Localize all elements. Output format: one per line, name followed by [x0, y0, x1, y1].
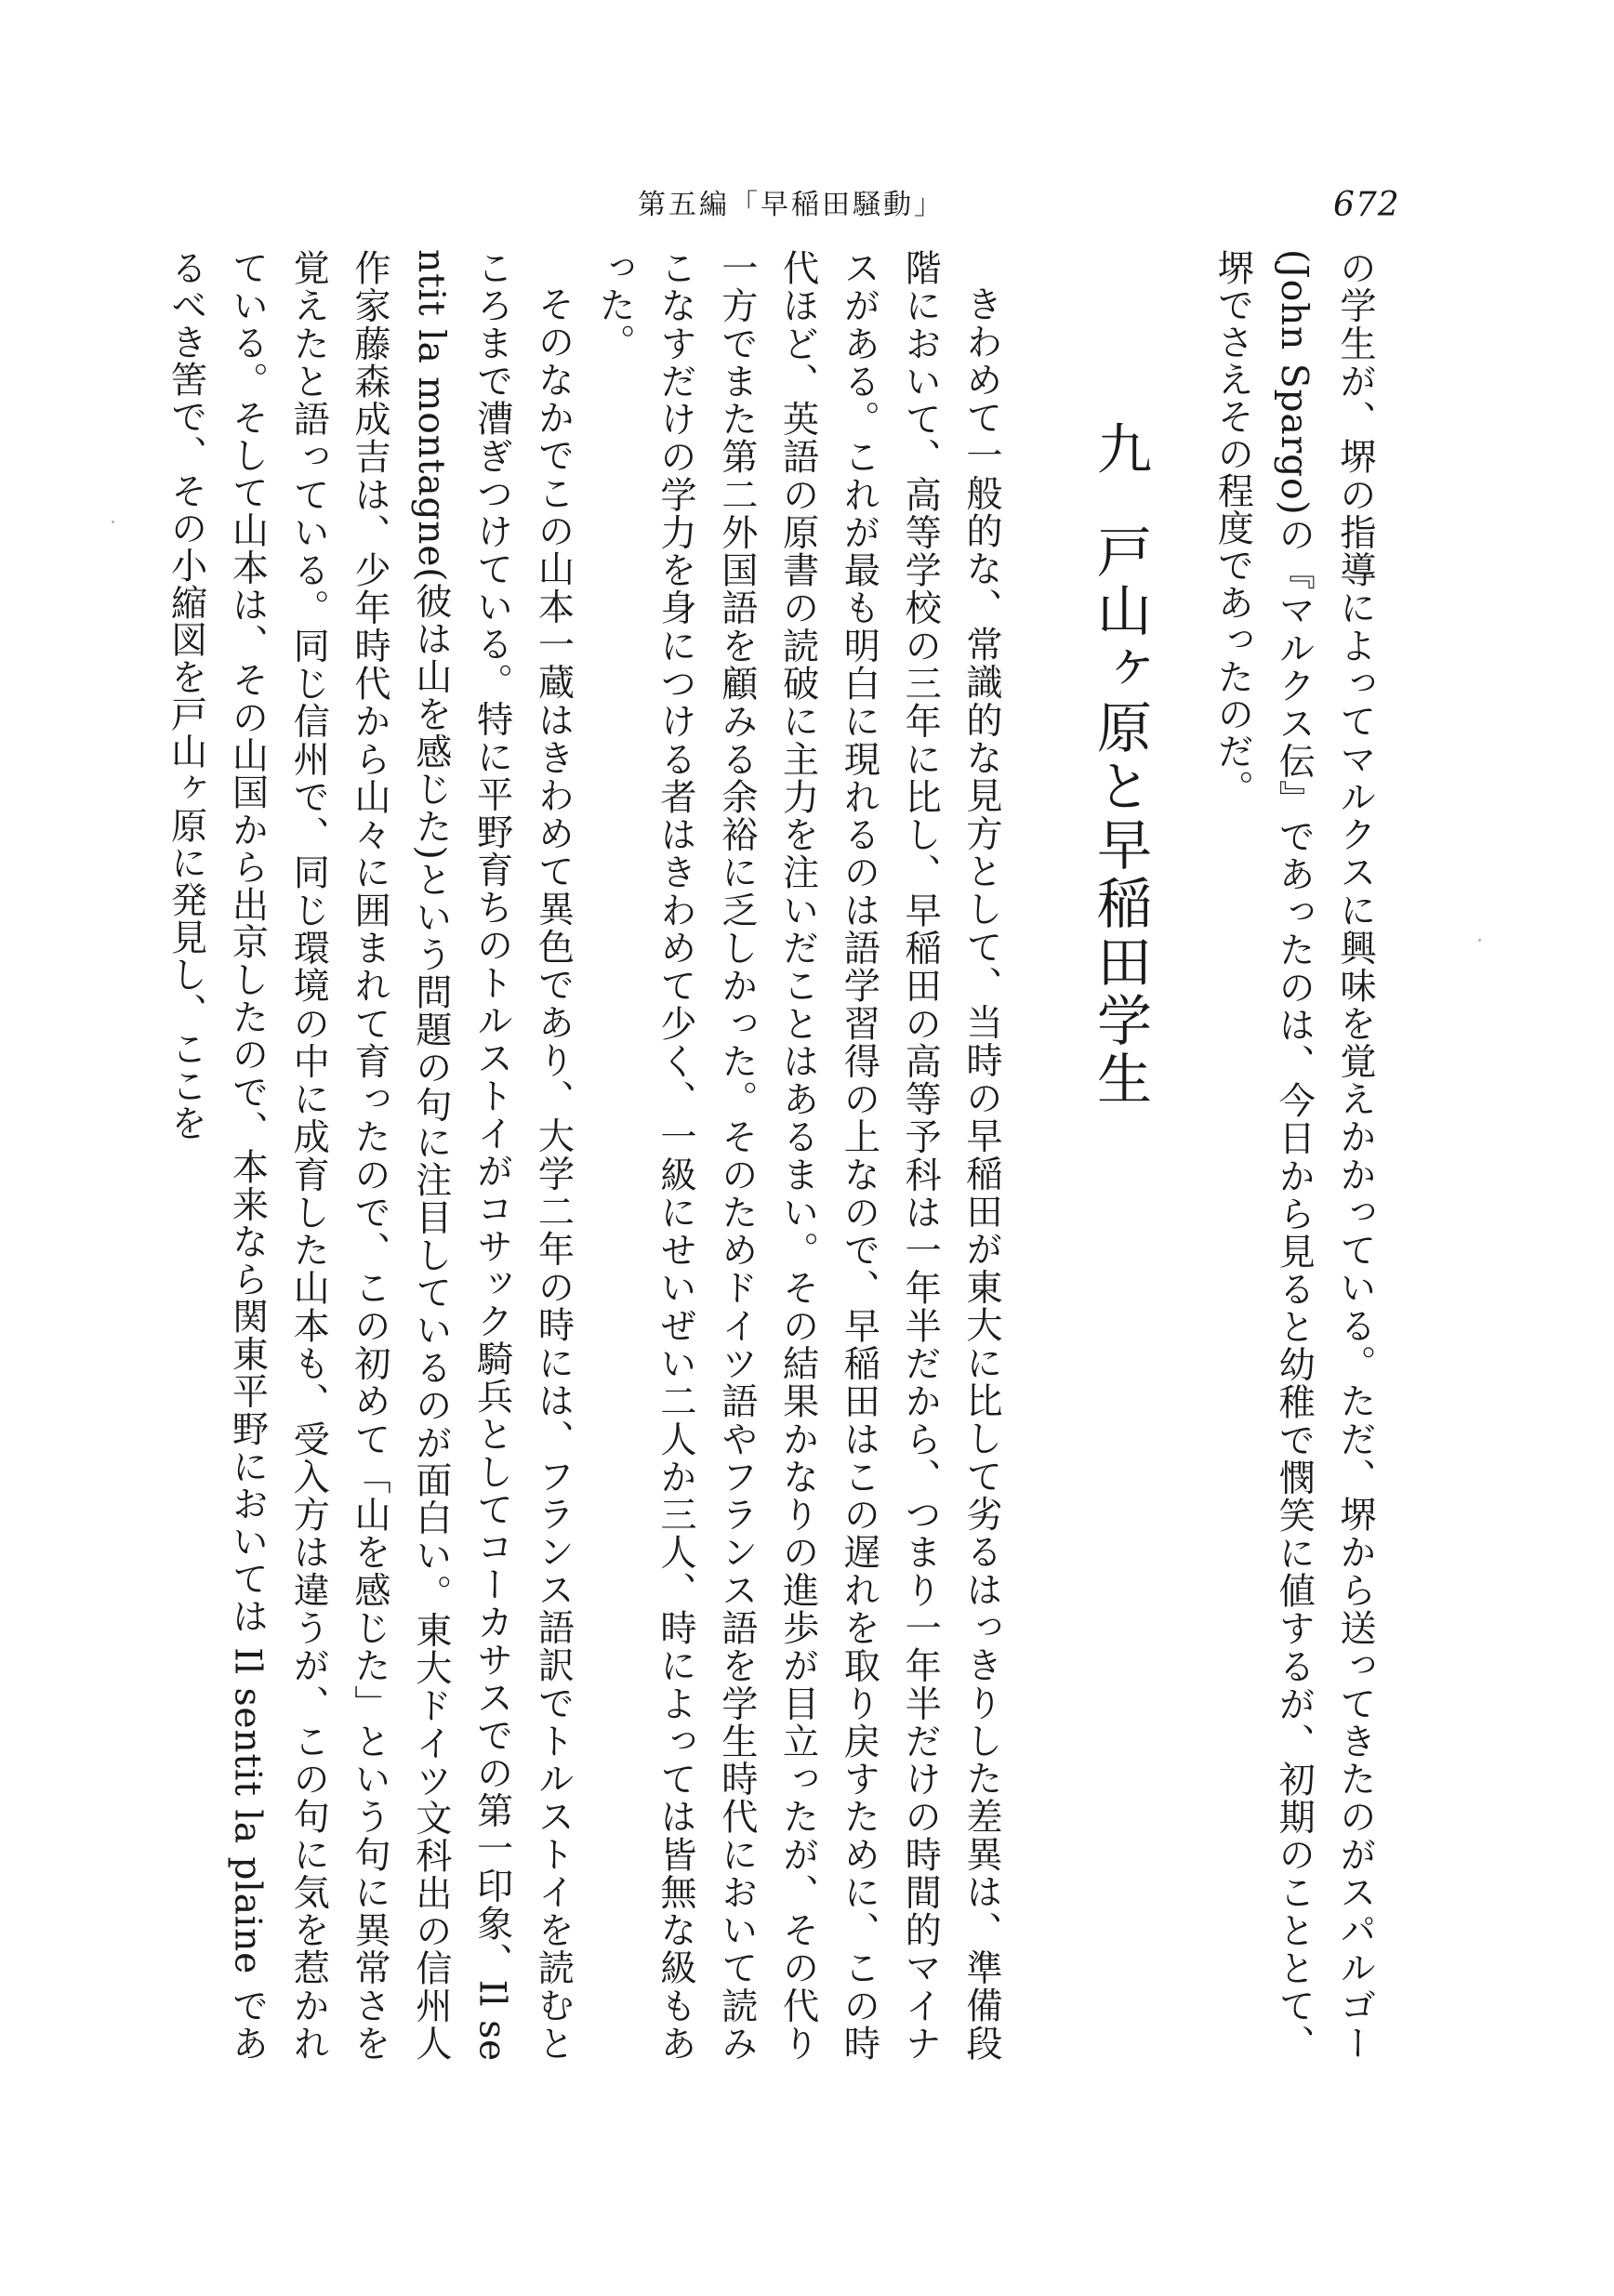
scan-speck — [1478, 939, 1481, 942]
body-text-block — [165, 249, 1012, 2062]
paragraph: の学生が、堺の指導によってマルクスに興味を覚えかかっている。ただ、堺から送ってきたのがスパルゴー(John Spargo)の『マルクス伝』であったのは、今日から見ると幼稚で憫笑に値するが、初期のこととて、堺でさえその程度であったのだ。 — [1211, 249, 1376, 2062]
running-head-title: 第五編「早稲田騒動」 — [638, 189, 945, 221]
page-number: 672 — [1333, 186, 1400, 224]
section-heading — [1082, 420, 1157, 1536]
section-number: 九 — [1088, 420, 1152, 479]
continued-paragraph-block — [1199, 249, 1385, 2062]
paragraph: きわめて一般的な、常識的な見方として、当時の早稲田が東大に比して劣るはっきりした差異は、準備段階において、高等学校の三年に比し、早稲田の高等予科は一年半だから、つまり一年半だけの時間的マイナスがある。これが最も明白に現れるのは語学習得の上なので、早稲田はこの遅れを取り戻すために、この時代ほど、英語の原書の読破に主力を注いだことはあるまい。その結果かなりの進歩が目立ったが、その代り一方でまた第二外国語を顧みる余裕に乏しかった。そのためドイツ語やフランス語を学生時代において読みこなすだけの学力を身につける者はきわめて少く、一級にせいぜい二人か三人、時によっては皆無な級もあった。 — [593, 249, 1002, 2062]
scan-speck — [112, 521, 114, 523]
section-title: 戸山ヶ原と早稲田学生 — [1088, 523, 1152, 1109]
paragraph: そのなかでこの山本一蔵はきわめて異色であり、大学二年の時には、フランス語訳でトルストイを読むところまで漕ぎつけている。特に平野育ちのトルストイがコサック騎兵としてコーカサスでの第一印象、Il sentit la montagne(彼は山を感じた)という問題の句に注目しているのが面白い。東大ドイツ文科出の信州人作家藤森成吉は、少年時代から山々に囲まれて育ったので、この初めて「山を感じた」という句に異常さを覚えたと語っている。同じ信州で、同じ環境の中に成育した山本も、受入方は違うが、この句に気を惹かれている。そして山本は、その山国から出京したので、本来なら関東平野においては Il sentit la plaine であるべき筈で、その小縮図を戸山ヶ原に発見し、ここを — [165, 249, 575, 2062]
